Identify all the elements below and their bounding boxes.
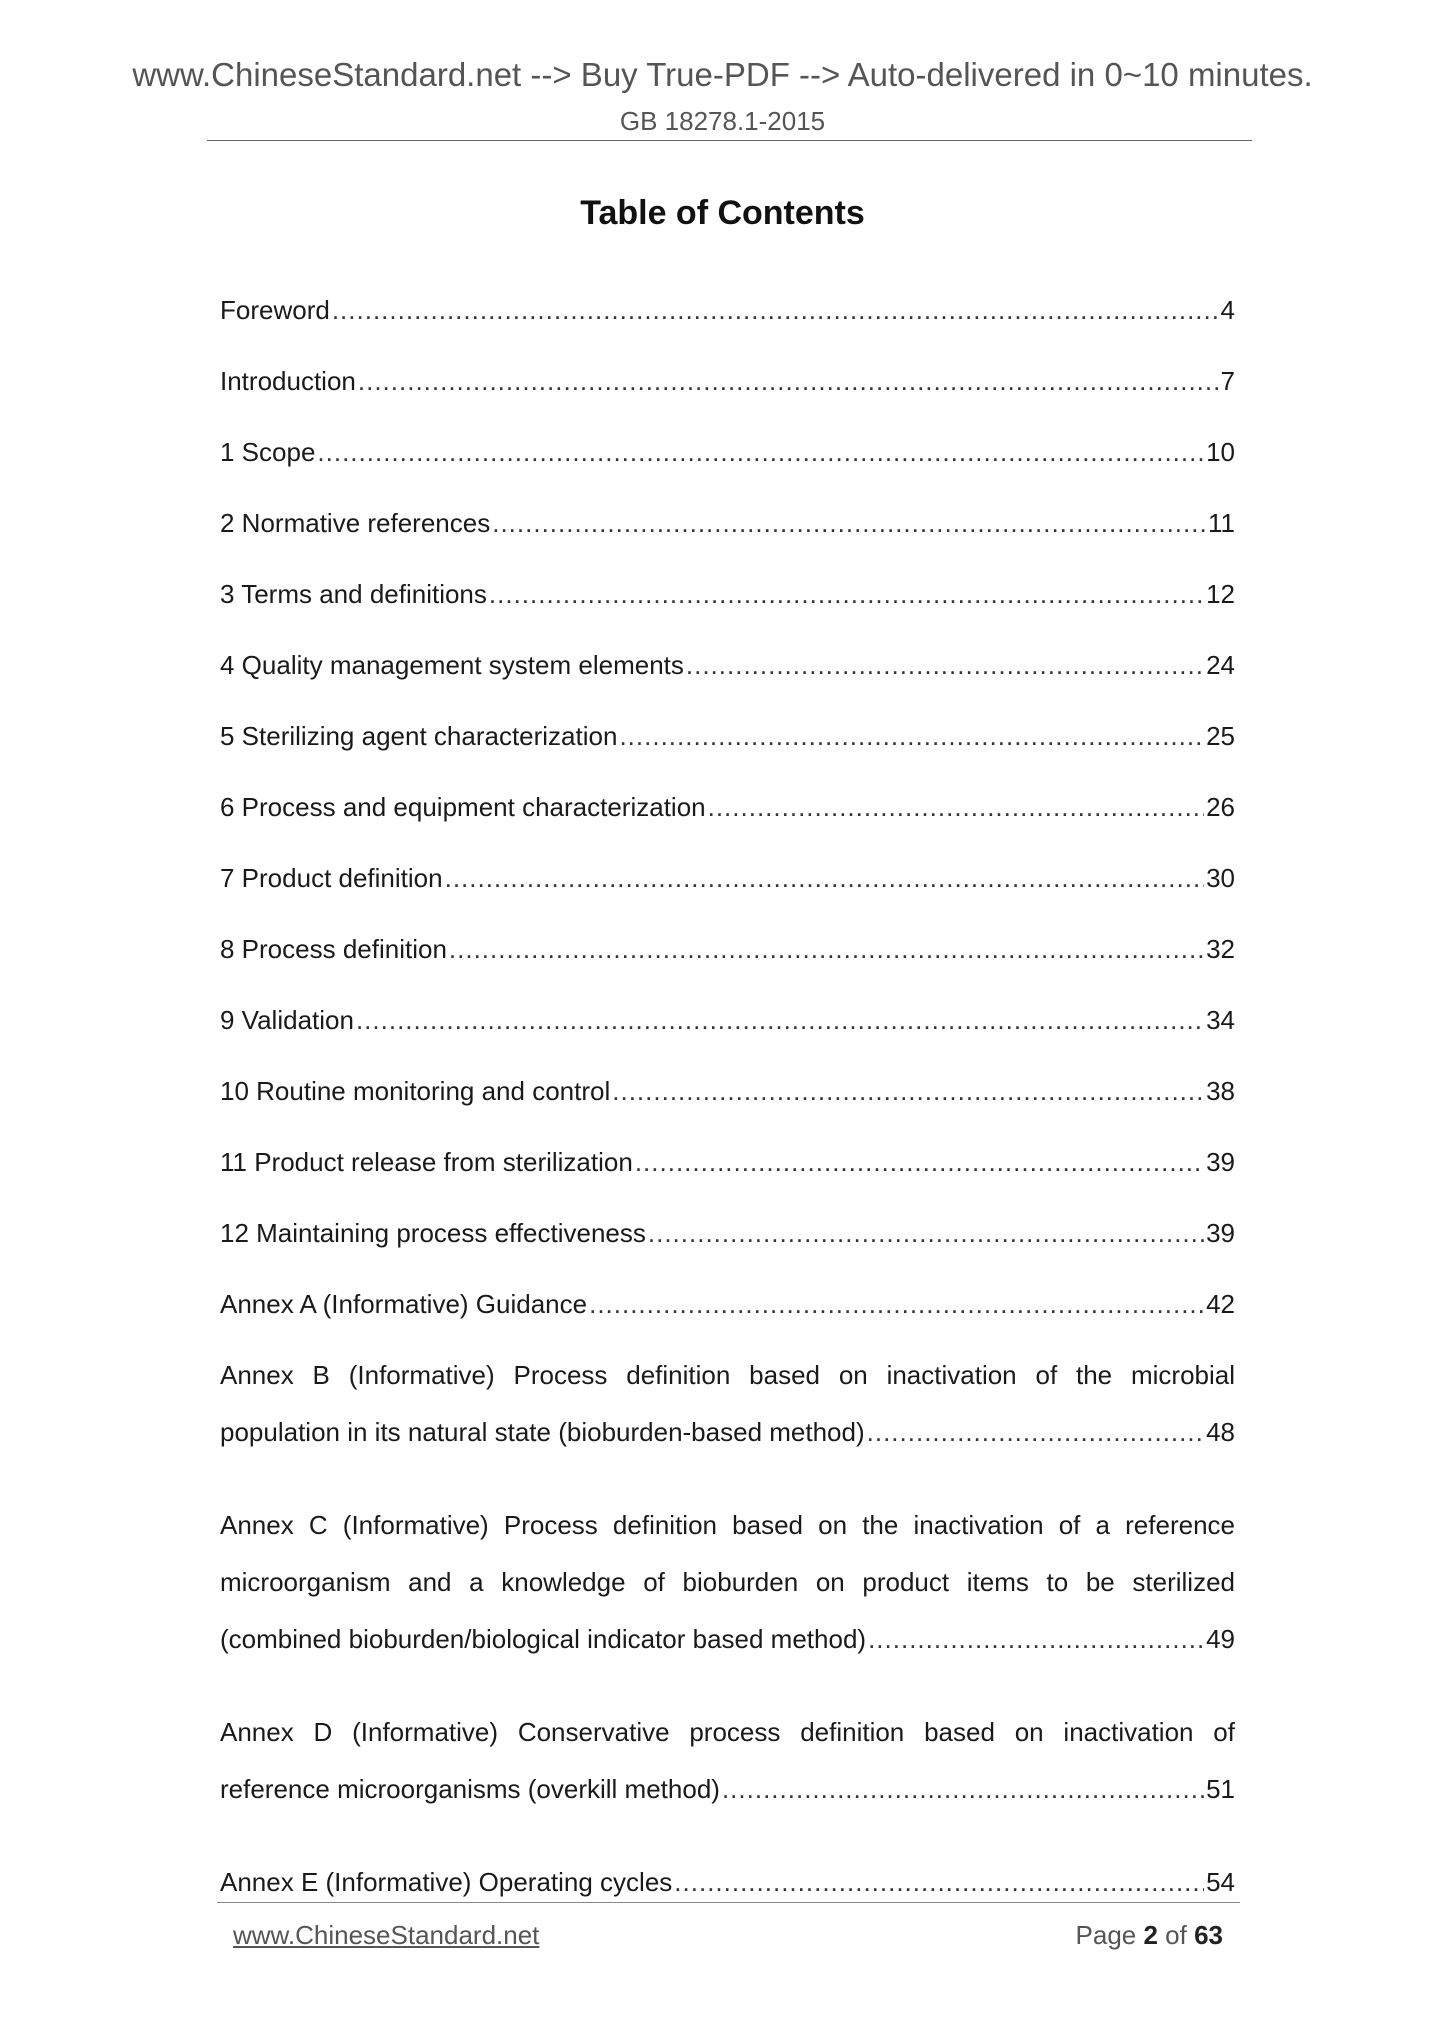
current-page: 2 — [1143, 1920, 1158, 1950]
footer-divider — [217, 1902, 1240, 1903]
toc-leader-dots — [449, 921, 1204, 978]
page-title: Table of Contents — [580, 194, 865, 232]
toc-entry-title: 2 Normative references — [220, 508, 491, 538]
header-divider — [207, 140, 1252, 141]
toc-entry-line — [220, 495, 1235, 552]
toc-leader-dots — [722, 1761, 1204, 1818]
document-code: GB 18278.1-2015 — [619, 106, 826, 136]
toc-leader-dots — [589, 1276, 1204, 1333]
toc-entry-text: Annex B (Informative) Process definition based on inactivation of the microbial — [220, 1360, 1235, 1390]
toc-page-number: 11 — [1208, 508, 1235, 538]
toc-page-number: 39 — [1206, 1218, 1235, 1248]
toc-entry[interactable] — [220, 921, 1235, 978]
toc-leader-dots — [492, 495, 1206, 552]
toc-entry-text: microorganism and a knowledge of bioburden on product items to be sterilized — [220, 1567, 1235, 1597]
footer-website-link[interactable]: www.ChineseStandard.net — [233, 1920, 540, 1950]
toc-entry-line — [220, 708, 1235, 765]
toc-page-number: 30 — [1206, 863, 1235, 893]
toc-leader-dots — [489, 566, 1204, 623]
toc-entry[interactable] — [220, 708, 1235, 765]
toc-entry[interactable] — [220, 424, 1235, 481]
toc-entry-line — [220, 1404, 1235, 1461]
toc-entry-line — [220, 566, 1235, 623]
toc-page-number: 54 — [1206, 1867, 1235, 1897]
toc-entry-line — [220, 779, 1235, 836]
toc-entry-title: Annex E (Informative) Operating cycles — [220, 1867, 673, 1897]
toc-page-number: 24 — [1206, 650, 1235, 680]
toc-entry-line — [220, 1276, 1235, 1333]
toc-entry-line — [220, 1134, 1235, 1191]
toc-entry-title: 1 Scope — [220, 437, 316, 467]
toc-page-number: 51 — [1206, 1774, 1235, 1804]
toc-entry-line — [220, 1205, 1235, 1262]
toc-entry-title: Foreword — [220, 295, 330, 325]
toc-entry-title: 6 Process and equipment characterization — [220, 792, 706, 822]
toc-leader-dots — [332, 282, 1219, 339]
toc-entry[interactable] — [220, 1497, 1235, 1668]
toc-entry-title: (combined bioburden/biological indicator based method) — [220, 1624, 867, 1654]
toc-entry-title: reference microorganisms (overkill method) — [220, 1774, 720, 1804]
toc-leader-dots — [612, 1063, 1204, 1120]
toc-entry-line — [220, 1761, 1235, 1818]
toc-leader-dots — [686, 637, 1204, 694]
toc-entry-line — [220, 850, 1235, 907]
toc-entry-title: 10 Routine monitoring and control — [220, 1076, 611, 1106]
toc-entry-title: 5 Sterilizing agent characterization — [220, 721, 618, 751]
toc-entry[interactable] — [220, 637, 1235, 694]
toc-entry[interactable] — [220, 566, 1235, 623]
toc-entry-text: Annex C (Informative) Process definition based on the inactivation of a reference — [220, 1510, 1235, 1540]
toc-entry[interactable] — [220, 992, 1235, 1049]
toc-entry-line — [220, 353, 1235, 410]
page-prefix: Page — [1075, 1920, 1144, 1950]
toc-leader-dots — [356, 992, 1204, 1049]
toc-page-number: 12 — [1206, 579, 1235, 609]
toc-page-number: 42 — [1206, 1289, 1235, 1319]
total-pages: 63 — [1194, 1920, 1223, 1950]
toc-leader-dots — [635, 1134, 1204, 1191]
toc-page-number: 4 — [1220, 295, 1235, 325]
toc-leader-dots — [358, 353, 1219, 410]
page-number — [1076, 1920, 1223, 1951]
toc-entry[interactable] — [220, 1276, 1235, 1333]
toc-entry-title: 11 Product release from sterilization — [220, 1147, 633, 1177]
toc-entry[interactable] — [220, 1205, 1235, 1262]
toc-page-number: 25 — [1206, 721, 1235, 751]
toc-entry[interactable] — [220, 1704, 1235, 1818]
toc-entry-title: 3 Terms and definitions — [220, 579, 487, 609]
toc-leader-dots — [648, 1205, 1204, 1262]
toc-page-number: 48 — [1206, 1417, 1235, 1447]
toc-entry-line — [220, 921, 1235, 978]
toc-page-number: 7 — [1220, 366, 1235, 396]
toc-entry[interactable] — [220, 779, 1235, 836]
toc-leader-dots — [445, 850, 1204, 907]
toc-entry[interactable] — [220, 1063, 1235, 1120]
toc-leader-dots — [708, 779, 1204, 836]
toc-entry-line — [220, 992, 1235, 1049]
toc-entry-line — [220, 1611, 1235, 1668]
toc-entry[interactable] — [220, 353, 1235, 410]
toc-leader-dots — [867, 1404, 1204, 1461]
toc-entry-title: population in its natural state (bioburden-based method) — [220, 1417, 865, 1447]
page-middle: of — [1157, 1920, 1195, 1950]
toc-entry[interactable] — [220, 282, 1235, 339]
toc-page-number: 38 — [1206, 1076, 1235, 1106]
toc-entry[interactable] — [220, 1347, 1235, 1461]
toc-page-number: 10 — [1206, 437, 1235, 467]
toc-entry-line — [220, 282, 1235, 339]
toc-page-number: 39 — [1206, 1147, 1235, 1177]
toc-entry-text: Annex D (Informative) Conservative process definition based on inactivation of — [220, 1717, 1235, 1747]
toc-page-number: 49 — [1206, 1624, 1235, 1654]
toc-page-number: 34 — [1206, 1005, 1235, 1035]
toc-entry[interactable] — [220, 495, 1235, 552]
toc-entry-title: 7 Product definition — [220, 863, 443, 893]
toc-entry[interactable] — [220, 850, 1235, 907]
toc-entry-title: 9 Validation — [220, 1005, 354, 1035]
toc-entry-title: 12 Maintaining process effectiveness — [220, 1218, 646, 1248]
toc-entry-title: 8 Process definition — [220, 934, 447, 964]
toc-page-number: 32 — [1206, 934, 1235, 964]
toc-entry-line — [220, 424, 1235, 481]
toc-leader-dots — [619, 708, 1204, 765]
toc-entry-title: Introduction — [220, 366, 356, 396]
toc-entry-line — [220, 637, 1235, 694]
header-banner: www.ChineseStandard.net --> Buy True-PDF --> Auto-delivered in 0~10 minutes. — [132, 56, 1313, 93]
toc-entry-line — [220, 1063, 1235, 1120]
toc-leader-dots — [868, 1611, 1204, 1668]
toc-entry[interactable] — [220, 1134, 1235, 1191]
toc-entry-title: Annex A (Informative) Guidance — [220, 1289, 588, 1319]
toc-entry-title: 4 Quality management system elements — [220, 650, 684, 680]
toc-leader-dots — [317, 424, 1204, 481]
toc-page-number: 26 — [1206, 792, 1235, 822]
